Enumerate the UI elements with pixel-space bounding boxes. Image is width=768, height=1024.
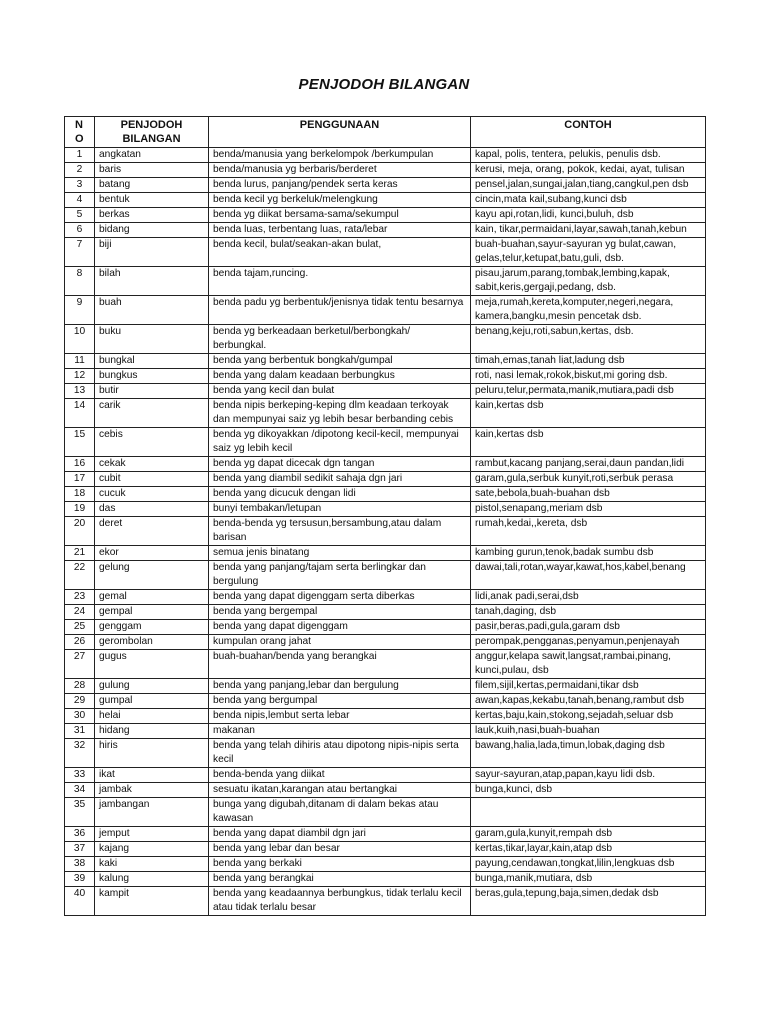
row-number: 39	[65, 872, 95, 887]
penjodoh-cell: buah	[95, 296, 209, 325]
table-row	[65, 872, 706, 887]
row-number: 24	[65, 605, 95, 620]
contoh-cell: kerusi, meja, orang, pokok, kedai, ayat, tulisan	[471, 163, 706, 178]
row-number: 10	[65, 325, 95, 354]
row-number: 37	[65, 842, 95, 857]
penggunaan-cell: benda/manusia yang berkelompok /berkumpulan	[209, 148, 471, 163]
row-number: 4	[65, 193, 95, 208]
table-row	[65, 517, 706, 546]
penggunaan-cell: benda yg berkeadaan berketul/berbongkah/ berbungkal.	[209, 325, 471, 354]
penggunaan-cell: benda yang lebar dan besar	[209, 842, 471, 857]
penjodoh-cell: cekak	[95, 457, 209, 472]
penjodoh-cell: kajang	[95, 842, 209, 857]
contoh-cell: timah,emas,tanah liat,ladung dsb	[471, 354, 706, 369]
page-title: PENJODOH BILANGAN	[298, 76, 470, 93]
table-row	[65, 635, 706, 650]
contoh-cell: kain, tikar,permaidani,layar,sawah,tanah,kebun	[471, 223, 706, 238]
table-row	[65, 208, 706, 223]
penjodoh-cell: batang	[95, 178, 209, 193]
table-body	[65, 148, 706, 916]
contoh-cell: kertas,baju,kain,stokong,sejadah,seluar dsb	[471, 709, 706, 724]
table-row	[65, 325, 706, 354]
penggunaan-cell: benda nipis berkeping-keping dlm keadaan terkoyak dan mempunyai saiz yg lebih besar berbanding cebis	[209, 399, 471, 428]
header-no	[65, 117, 95, 148]
row-number: 26	[65, 635, 95, 650]
penggunaan-cell: benda yang panjang,lebar dan bergulung	[209, 679, 471, 694]
penggunaan-cell: sesuatu ikatan,karangan atau bertangkai	[209, 783, 471, 798]
table-row	[65, 620, 706, 635]
penjodoh-cell: gemal	[95, 590, 209, 605]
row-number: 5	[65, 208, 95, 223]
table-row	[65, 546, 706, 561]
table-row	[65, 857, 706, 872]
penjodoh-cell: angkatan	[95, 148, 209, 163]
header-contoh: CONTOH	[471, 117, 706, 148]
row-number: 12	[65, 369, 95, 384]
penjodoh-cell: gelung	[95, 561, 209, 590]
row-number: 2	[65, 163, 95, 178]
contoh-cell: tanah,daging, dsb	[471, 605, 706, 620]
contoh-cell: garam,gula,serbuk kunyit,roti,serbuk perasa	[471, 472, 706, 487]
table-row	[65, 739, 706, 768]
table-row	[65, 783, 706, 798]
penjodoh-cell: carik	[95, 399, 209, 428]
penggunaan-cell: kumpulan orang jahat	[209, 635, 471, 650]
penggunaan-cell: benda yang berbentuk bongkah/gumpal	[209, 354, 471, 369]
penggunaan-cell: benda yang berkaki	[209, 857, 471, 872]
penjodoh-cell: gulung	[95, 679, 209, 694]
row-number: 17	[65, 472, 95, 487]
penggunaan-cell: bunyi tembakan/letupan	[209, 502, 471, 517]
penjodoh-cell: hiris	[95, 739, 209, 768]
penggunaan-cell: benda-benda yang diikat	[209, 768, 471, 783]
table-row	[65, 457, 706, 472]
row-number: 1	[65, 148, 95, 163]
contoh-cell: pensel,jalan,sungai,jalan,tiang,cangkul,pen dsb	[471, 178, 706, 193]
table-row	[65, 148, 706, 163]
row-number: 40	[65, 887, 95, 916]
penjodoh-cell: cucuk	[95, 487, 209, 502]
contoh-cell: pasir,beras,padi,gula,garam dsb	[471, 620, 706, 635]
penjodoh-cell: bungkus	[95, 369, 209, 384]
table-row	[65, 650, 706, 679]
table-row	[65, 267, 706, 296]
penjodoh-cell: das	[95, 502, 209, 517]
contoh-cell: awan,kapas,kekabu,tanah,benang,rambut dsb	[471, 694, 706, 709]
table-row	[65, 296, 706, 325]
contoh-cell: bawang,halia,lada,timun,lobak,daging dsb	[471, 739, 706, 768]
table-row	[65, 384, 706, 399]
penjodoh-cell: kampit	[95, 887, 209, 916]
penggunaan-cell: semua jenis binatang	[209, 546, 471, 561]
penjodoh-cell: bungkal	[95, 354, 209, 369]
penggunaan-cell: benda kecil, bulat/seakan-akan bulat,	[209, 238, 471, 267]
contoh-cell: kain,kertas dsb	[471, 399, 706, 428]
penjodoh-cell: gugus	[95, 650, 209, 679]
contoh-cell: kain,kertas dsb	[471, 428, 706, 457]
row-number: 23	[65, 590, 95, 605]
contoh-cell: bunga,manik,mutiara, dsb	[471, 872, 706, 887]
contoh-cell: cincin,mata kail,subang,kunci dsb	[471, 193, 706, 208]
contoh-cell: kayu api,rotan,lidi, kunci,buluh, dsb	[471, 208, 706, 223]
penggunaan-cell: benda tajam,runcing.	[209, 267, 471, 296]
penggunaan-cell: benda/manusia yg berbaris/berderet	[209, 163, 471, 178]
contoh-cell: meja,rumah,kereta,komputer,negeri,negara, kamera,bangku,mesin pencetak dsb.	[471, 296, 706, 325]
penggunaan-cell: benda yang dicucuk dengan lidi	[209, 487, 471, 502]
penggunaan-cell: makanan	[209, 724, 471, 739]
penjodoh-cell: gempal	[95, 605, 209, 620]
penggunaan-cell: benda-benda yg tersusun,bersambung,atau dalam barisan	[209, 517, 471, 546]
table-row	[65, 590, 706, 605]
table-row	[65, 178, 706, 193]
penggunaan-cell: benda yg dikoyakkan /dipotong kecil-kecil, mempunyai saiz yg lebih kecil	[209, 428, 471, 457]
row-number: 34	[65, 783, 95, 798]
contoh-cell: sayur-sayuran,atap,papan,kayu lidi dsb.	[471, 768, 706, 783]
contoh-cell: lidi,anak padi,serai,dsb	[471, 590, 706, 605]
row-number: 9	[65, 296, 95, 325]
row-number: 3	[65, 178, 95, 193]
table-row	[65, 768, 706, 783]
row-number: 14	[65, 399, 95, 428]
penjodoh-cell: jambak	[95, 783, 209, 798]
table-row	[65, 428, 706, 457]
penggunaan-cell: benda yang dapat diambil dgn jari	[209, 827, 471, 842]
contoh-cell: buah-buahan,sayur-sayuran yg bulat,cawan, gelas,telur,ketupat,batu,guli, dsb.	[471, 238, 706, 267]
table-row	[65, 223, 706, 238]
row-number: 29	[65, 694, 95, 709]
penggunaan-cell: benda yang bergumpal	[209, 694, 471, 709]
penjodoh-cell: gumpal	[95, 694, 209, 709]
penggunaan-cell: benda nipis,lembut serta lebar	[209, 709, 471, 724]
row-number: 31	[65, 724, 95, 739]
penggunaan-cell: bunga yang digubah,ditanam di dalam bekas atau kawasan	[209, 798, 471, 827]
penggunaan-cell: benda yang panjang/tajam serta berlingkar dan bergulung	[209, 561, 471, 590]
contoh-cell	[471, 798, 706, 827]
contoh-cell: pisau,jarum,parang,tombak,lembing,kapak, sabit,keris,gergaji,pedang, dsb.	[471, 267, 706, 296]
row-number: 20	[65, 517, 95, 546]
table-row	[65, 369, 706, 384]
contoh-cell: sate,bebola,buah-buahan dsb	[471, 487, 706, 502]
table-row	[65, 887, 706, 916]
row-number: 16	[65, 457, 95, 472]
penjodoh-cell: buku	[95, 325, 209, 354]
penjodoh-cell: butir	[95, 384, 209, 399]
contoh-cell: filem,sijil,kertas,permaidani,tikar dsb	[471, 679, 706, 694]
table-row	[65, 827, 706, 842]
contoh-cell: anggur,kelapa sawit,langsat,rambai,pinang, kunci,pulau, dsb	[471, 650, 706, 679]
contoh-cell: perompak,pengganas,penyamun,penjenayah	[471, 635, 706, 650]
table-row	[65, 399, 706, 428]
table-row	[65, 724, 706, 739]
penggunaan-cell: buah-buahan/benda yang berangkai	[209, 650, 471, 679]
penjodoh-cell: bidang	[95, 223, 209, 238]
table-row	[65, 605, 706, 620]
row-number: 30	[65, 709, 95, 724]
table-row	[65, 354, 706, 369]
penggunaan-cell: benda yang bergempal	[209, 605, 471, 620]
contoh-cell: pistol,senapang,meriam dsb	[471, 502, 706, 517]
penjodoh-cell: bentuk	[95, 193, 209, 208]
row-number: 7	[65, 238, 95, 267]
penggunaan-cell: benda yang diambil sedikit sahaja dgn jari	[209, 472, 471, 487]
header-penggunaan: PENGGUNAAN	[209, 117, 471, 148]
penggunaan-cell: benda luas, terbentang luas, rata/lebar	[209, 223, 471, 238]
row-number: 22	[65, 561, 95, 590]
contoh-cell: roti, nasi lemak,rokok,biskut,mi goring dsb.	[471, 369, 706, 384]
contoh-cell: payung,cendawan,tongkat,lilin,lengkuas dsb	[471, 857, 706, 872]
penjodoh-cell: helai	[95, 709, 209, 724]
table-row	[65, 472, 706, 487]
table-row	[65, 487, 706, 502]
penjodoh-cell: genggam	[95, 620, 209, 635]
contoh-cell: rumah,kedai,,kereta, dsb	[471, 517, 706, 546]
penjodoh-cell: hidang	[95, 724, 209, 739]
penggunaan-cell: benda yang kecil dan bulat	[209, 384, 471, 399]
row-number: 33	[65, 768, 95, 783]
table-row	[65, 238, 706, 267]
header-no-text: N O	[75, 119, 84, 145]
penggunaan-cell: benda yang dalam keadaan berbungkus	[209, 369, 471, 384]
penggunaan-cell: benda lurus, panjang/pendek serta keras	[209, 178, 471, 193]
penjodoh-cell: cebis	[95, 428, 209, 457]
penjodoh-cell: gerombolan	[95, 635, 209, 650]
row-number: 36	[65, 827, 95, 842]
penjodoh-cell: ekor	[95, 546, 209, 561]
penjodoh-cell: cubit	[95, 472, 209, 487]
table-row	[65, 502, 706, 517]
contoh-cell: benang,keju,roti,sabun,kertas, dsb.	[471, 325, 706, 354]
contoh-cell: kertas,tikar,layar,kain,atap dsb	[471, 842, 706, 857]
penggunaan-cell: benda yang keadaannya berbungkus, tidak terlalu kecil atau tidak terlalu besar	[209, 887, 471, 916]
row-number: 6	[65, 223, 95, 238]
row-number: 11	[65, 354, 95, 369]
table-header-row	[65, 117, 706, 148]
contoh-cell: peluru,telur,permata,manik,mutiara,padi dsb	[471, 384, 706, 399]
penjodoh-cell: kaki	[95, 857, 209, 872]
row-number: 18	[65, 487, 95, 502]
row-number: 25	[65, 620, 95, 635]
row-number: 15	[65, 428, 95, 457]
penjodoh-cell: biji	[95, 238, 209, 267]
penjodoh-cell: ikat	[95, 768, 209, 783]
penjodoh-cell: baris	[95, 163, 209, 178]
row-number: 38	[65, 857, 95, 872]
penggunaan-cell: benda kecil yg berkeluk/melengkung	[209, 193, 471, 208]
contoh-cell: garam,gula,kunyit,rempah dsb	[471, 827, 706, 842]
table-row	[65, 193, 706, 208]
table-row	[65, 561, 706, 590]
penjodoh-cell: kalung	[95, 872, 209, 887]
table-row	[65, 694, 706, 709]
penggunaan-cell: benda yang dapat digenggam	[209, 620, 471, 635]
row-number: 19	[65, 502, 95, 517]
contoh-cell: beras,gula,tepung,baja,simen,dedak dsb	[471, 887, 706, 916]
penjodoh-cell: jemput	[95, 827, 209, 842]
table-row	[65, 163, 706, 178]
table-row	[65, 679, 706, 694]
contoh-cell: kapal, polis, tentera, pelukis, penulis dsb.	[471, 148, 706, 163]
penggunaan-cell: benda yg diikat bersama-sama/sekumpul	[209, 208, 471, 223]
table-row	[65, 842, 706, 857]
contoh-cell: bunga,kunci, dsb	[471, 783, 706, 798]
penggunaan-cell: benda yang dapat digenggam serta diberkas	[209, 590, 471, 605]
contoh-cell: rambut,kacang panjang,serai,daun pandan,lidi	[471, 457, 706, 472]
row-number: 21	[65, 546, 95, 561]
penggunaan-cell: benda yang berangkai	[209, 872, 471, 887]
penjodoh-cell: bilah	[95, 267, 209, 296]
header-penjodoh: PENJODOH BILANGAN	[95, 117, 209, 148]
contoh-cell: lauk,kuih,nasi,buah-buahan	[471, 724, 706, 739]
table-row	[65, 709, 706, 724]
row-number: 13	[65, 384, 95, 399]
row-number: 35	[65, 798, 95, 827]
penggunaan-cell: benda yang telah dihiris atau dipotong nipis-nipis serta kecil	[209, 739, 471, 768]
table-row	[65, 798, 706, 827]
penjodoh-cell: deret	[95, 517, 209, 546]
row-number: 28	[65, 679, 95, 694]
contoh-cell: kambing gurun,tenok,badak sumbu dsb	[471, 546, 706, 561]
penjodoh-cell: berkas	[95, 208, 209, 223]
penggunaan-cell: benda yg dapat dicecak dgn tangan	[209, 457, 471, 472]
contoh-cell: dawai,tali,rotan,wayar,kawat,hos,kabel,benang	[471, 561, 706, 590]
penjodoh-cell: jambangan	[95, 798, 209, 827]
penjodoh-bilangan-table	[64, 116, 706, 916]
row-number: 32	[65, 739, 95, 768]
row-number: 27	[65, 650, 95, 679]
penggunaan-cell: benda padu yg berbentuk/jenisnya tidak tentu besarnya	[209, 296, 471, 325]
row-number: 8	[65, 267, 95, 296]
